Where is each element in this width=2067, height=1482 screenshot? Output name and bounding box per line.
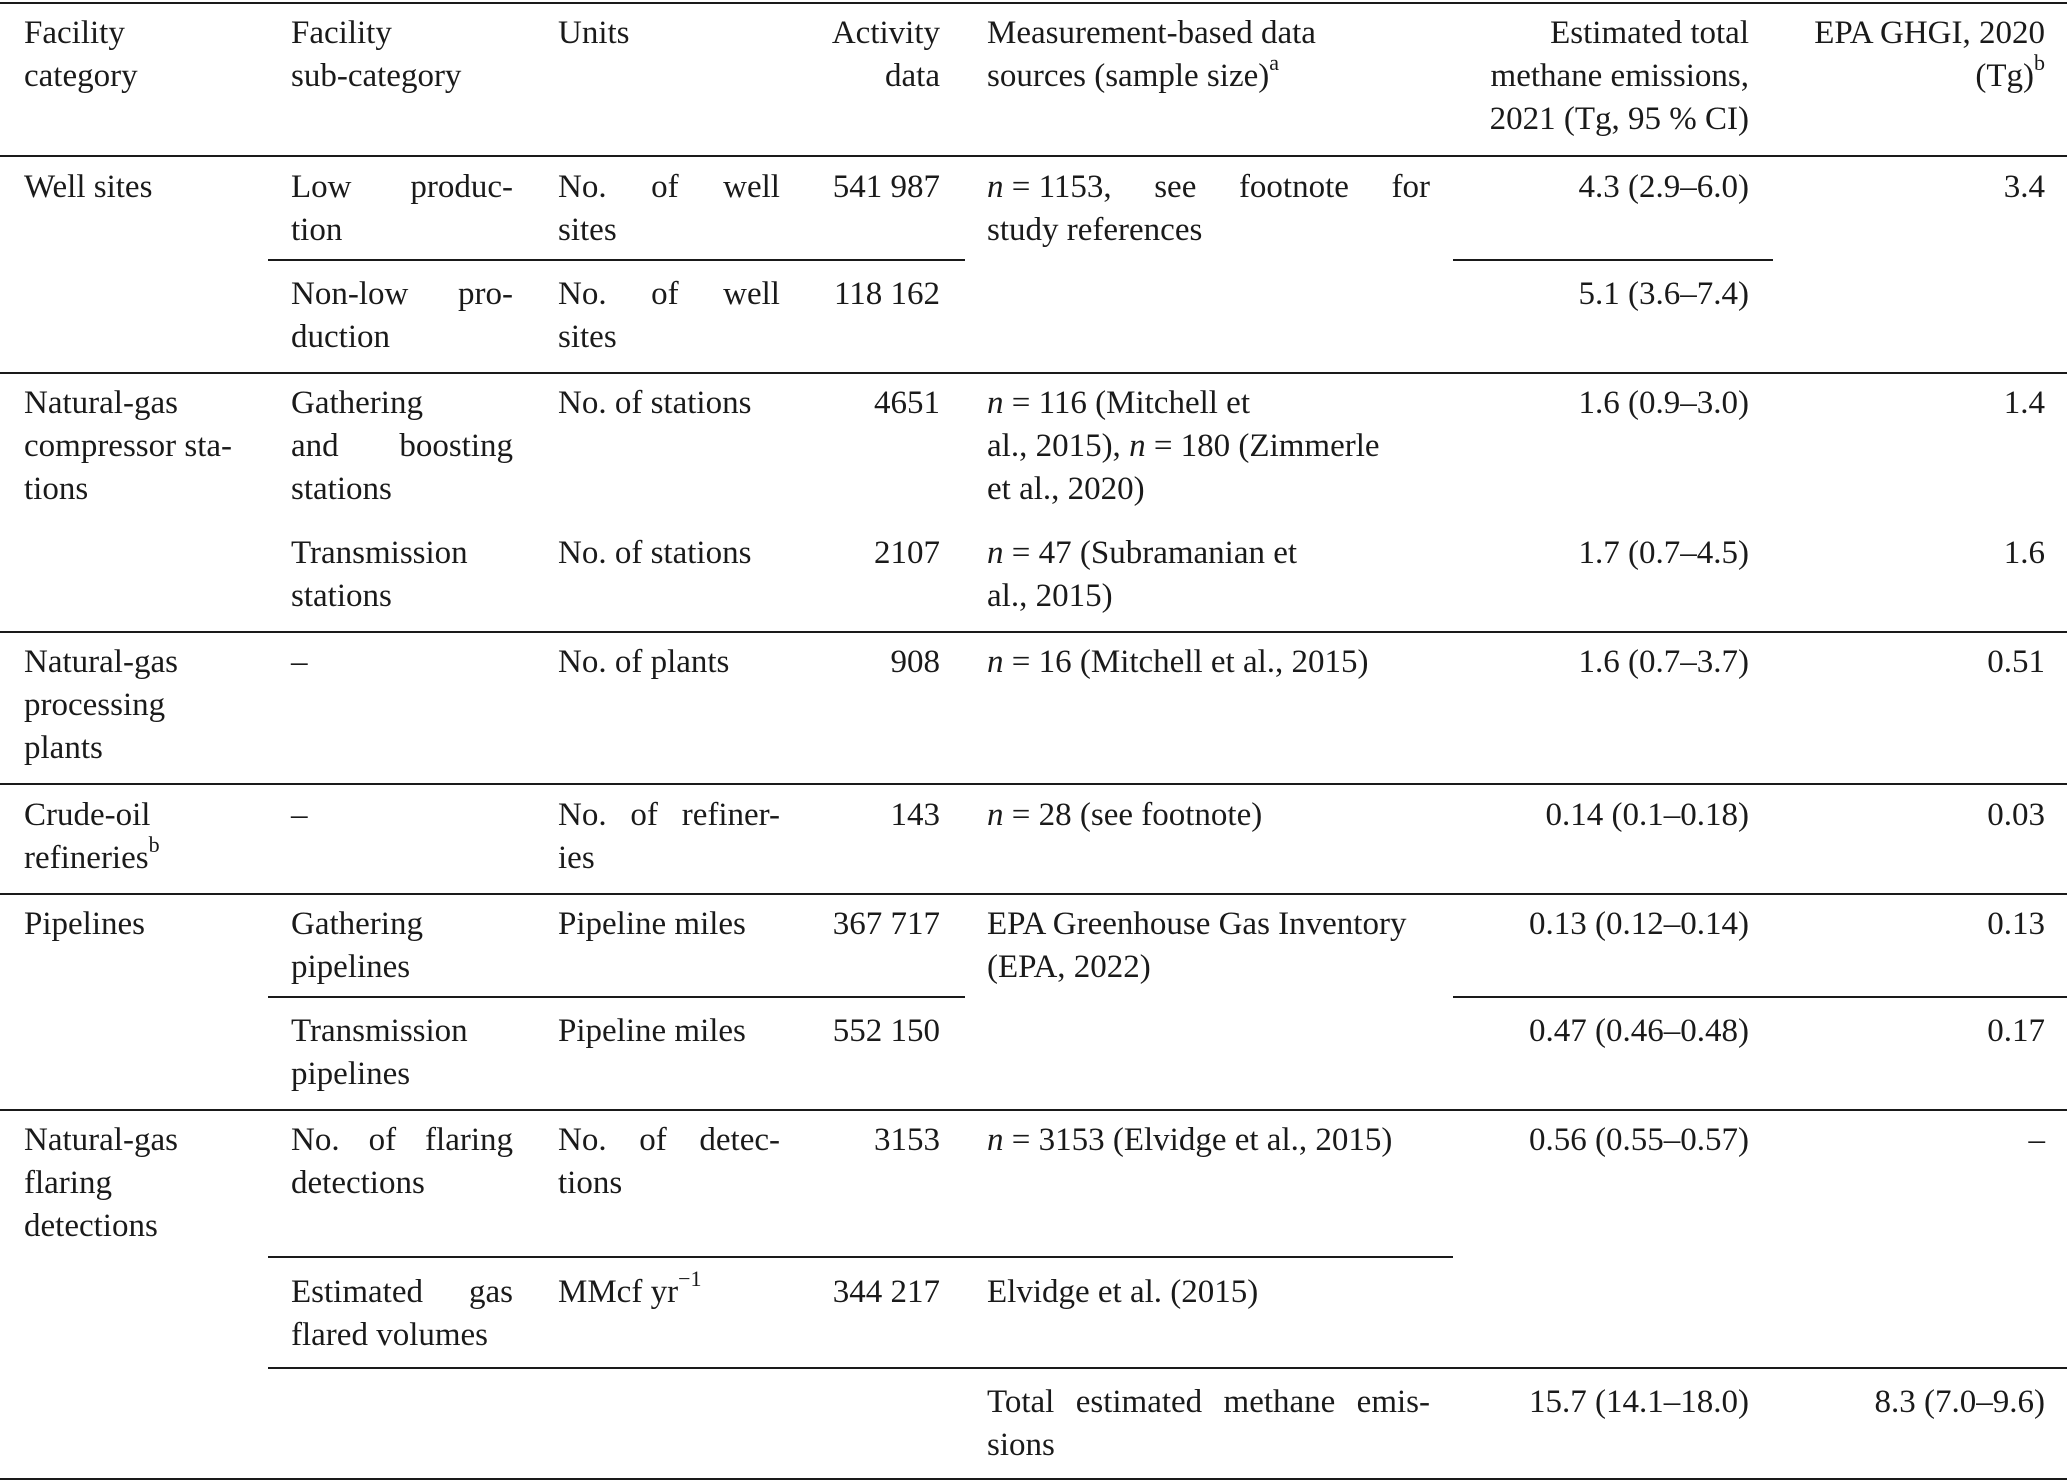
pipelines-gathering-estimate: 0.13 (0.12–0.14) [1529,906,1749,942]
processing-sources: n = 16 (Mitchell et al., 2015) [987,644,1369,680]
flaring-volumes-units: MMcf $yr^{-1}$ [558,1266,702,1310]
compressor-transmission-epa: 1.6 [2003,535,2045,571]
well-sites-nonlow-sub: Non-low pro- duction [291,276,513,355]
well-sites-category: Well sites [24,169,153,205]
well-sites-sources: n = 1153, see footnote for study references [987,169,1430,248]
processing-category: Natural-gas processing plants [24,644,178,766]
header-activity-line2: data [885,58,940,94]
header-epa-ghgi [1773,12,2045,98]
header-rule [0,155,2067,157]
pipelines-gathering-sub: Gathering pipelines [291,906,423,985]
refineries-estimate: 0.14 (0.1–0.18) [1545,797,1749,833]
header-activity-line1: Activity [831,15,940,51]
processing-epa: 0.51 [1987,644,2045,680]
refineries-bottom-rule [0,893,2067,895]
compressor-gathering-units: No. of stations [558,385,752,421]
header-sources-line2: sources (sample size) [987,58,1270,94]
bottom-rule [0,1478,2067,1480]
compressor-transmission-activity: 2107 [874,535,940,571]
well-sites-low-units: No. of well sites [558,169,780,248]
flaring-category: Natural-gas flaring detections [24,1122,178,1244]
header-sources-line2-wrap [987,50,1447,98]
compressor-gathering-estimate: 1.6 (0.9–3.0) [1578,385,1749,421]
processing-estimate: 1.6 (0.7–3.7) [1578,644,1749,680]
total-epa: 8.3 (7.0–9.6) [1874,1384,2045,1420]
low-sub-line1: Low produc- [291,169,513,205]
refineries-category: Crude-oil refineries$^b$ [24,797,160,876]
compressor-transmission-units: No. of stations [558,535,752,571]
header-est-line3: 2021 (Tg, 95 % CI) [1489,101,1749,137]
header-facility-sub-category [291,12,521,98]
pipelines-gathering-epa: 0.13 [1987,906,2045,942]
compressor-gathering-epa: 1.4 [2003,385,2045,421]
flaring-volumes-sources: Elvidge et al. (2015) [987,1274,1259,1310]
processing-activity: 908 [890,644,940,680]
flaring-detections-sub: No. of flaring detections [291,1122,513,1201]
flaring-detections-activity: 3153 [874,1122,940,1158]
well-sites-epa: 3.4 [2003,169,2045,205]
header-est-line2: methane emissions, [1490,58,1749,94]
pipelines-sources: EPA Greenhouse Gas Inventory (EPA, 2022) [987,906,1407,985]
compressor-gathering-sources: n = 116 (Mitchell et al., 2015), n = 180 (Zimmerle et al., 2020) [987,385,1380,507]
flaring-detections-estimate: 0.56 (0.55–0.57) [1529,1122,1749,1158]
total-top-rule [268,1367,2067,1369]
flaring-detections-units: No. of detec- tions [558,1122,780,1201]
pipelines-transmission-estimate: 0.47 (0.46–0.48) [1529,1013,1749,1049]
well-sites-nonlow-activity: 118 162 [833,276,940,312]
flaring-detections-epa: – [2028,1122,2045,1158]
well-sites-low-estimate: 4.3 (2.9–6.0) [1578,169,1749,205]
compressor-transmission-sub: Transmission stations [291,535,468,614]
well-sites-inner-rule-left [268,259,965,261]
header-data-sources [987,12,1447,98]
well-sites-inner-rule-right [1453,259,1773,261]
pipelines-transmission-epa: 0.17 [1987,1013,2045,1049]
header-facility-category-line2: category [24,58,138,94]
low-sub-line2: tion [291,212,343,248]
pipelines-bottom-rule [0,1109,2067,1111]
well-sites-low-activity: 541 987 [832,169,940,205]
header-sub-category-line2: sub-category [291,58,462,94]
compressor-bottom-rule [0,631,2067,633]
compressor-transmission-estimate: 1.7 (0.7–4.5) [1578,535,1749,571]
top-rule [0,2,2067,4]
footnote-a-marker: a [1269,50,1279,75]
refineries-epa: 0.03 [1987,797,2045,833]
well-sites-nonlow-units: No. of well sites [558,276,780,355]
total-label: Total estimated methane emis- sions [987,1384,1430,1463]
compressor-transmission-sources: n = 47 (Subramanian et al., 2015) [987,535,1298,614]
header-est-line1: Estimated total [1550,15,1749,51]
pipelines-gathering-activity: 367 717 [832,906,940,942]
refineries-activity: 143 [890,797,940,833]
pipelines-transmission-units: Pipeline miles [558,1013,746,1049]
flaring-volumes-sub: Estimated gas flared volumes [291,1274,513,1353]
flaring-volumes-activity: 344 217 [832,1274,940,1310]
compressor-gathering-sub: Gathering and boosting stations [291,385,513,507]
header-epa-line2: (Tg) [1975,58,2034,94]
footnote-b-marker: b [2034,50,2045,75]
pipelines-inner-rule-left [268,996,965,998]
well-sites-nonlow-estimate: 5.1 (3.6–7.4) [1578,276,1749,312]
compressor-gathering-activity: 4651 [874,385,940,421]
well-sites-low-sub [291,166,513,252]
header-epa-line2-wrap [1773,50,2045,98]
header-facility-category-line1: Facility [24,15,125,51]
refineries-units: No. of refiner- ies [558,797,780,876]
header-facility-category [24,12,254,98]
refineries-sources: n = 28 (see footnote) [987,797,1263,833]
pipelines-inner-rule-right [1453,996,2067,998]
header-estimated-total [1453,12,1749,141]
header-sources-line1: Measurement-based data [987,15,1316,51]
header-activity-data [760,12,940,98]
header-units-line: Units [558,15,630,51]
header-epa-line1: EPA GHGI, 2020 [1814,15,2045,51]
flaring-detections-sources: n = 3153 (Elvidge et al., 2015) [987,1122,1393,1158]
total-estimate: 15.7 (14.1–18.0) [1529,1384,1749,1420]
header-units [558,12,788,55]
pipelines-transmission-activity: 552 150 [832,1013,940,1049]
flaring-inner-rule [268,1256,1453,1258]
refineries-sub: – [291,797,308,833]
compressor-category: Natural-gas compressor sta- tions [24,385,233,507]
pipelines-transmission-sub: Transmission pipelines [291,1013,468,1092]
processing-sub: – [291,644,308,680]
header-sub-category-line1: Facility [291,15,392,51]
processing-units: No. of plants [558,644,730,680]
pipelines-gathering-units: Pipeline miles [558,906,746,942]
processing-bottom-rule [0,783,2067,785]
well-sites-bottom-rule [0,372,2067,374]
pipelines-category: Pipelines [24,906,145,942]
